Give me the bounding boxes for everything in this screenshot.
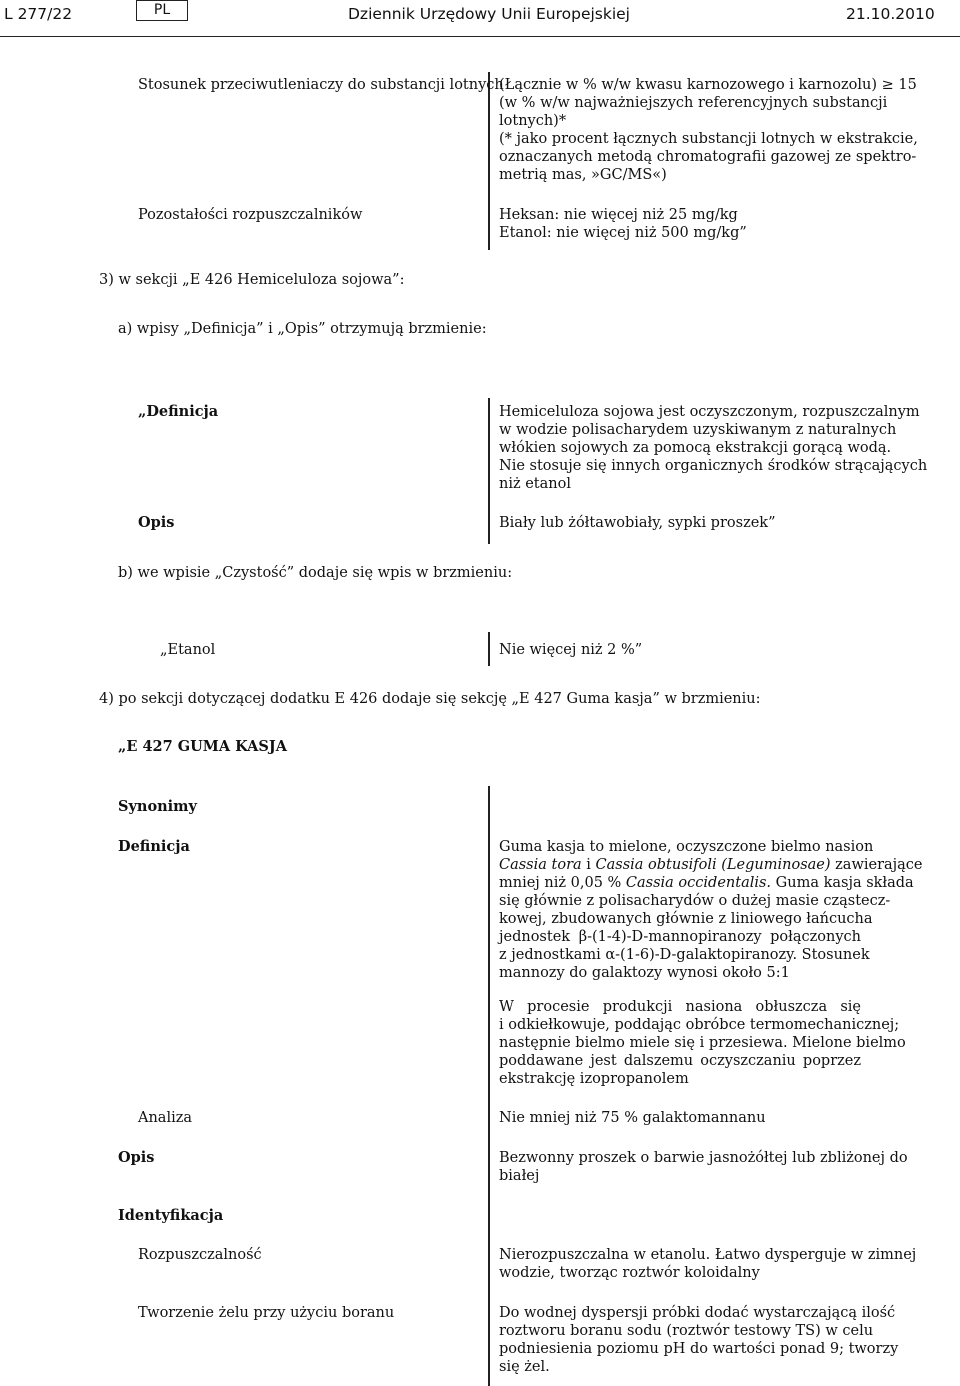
item-3: 3) w sekcji „E 426 Hemiceluloza sojowa”: — [99, 272, 405, 288]
text-line: następnie bielmo miele się i przesiewa. Mielone bielmo — [499, 1035, 906, 1051]
text-line: Nierozpuszczalna w etanolu. Łatwo dysperguje w zimnej — [499, 1247, 917, 1263]
text-line: z jednostkami α-(1-6)-D-galaktopiranozy. Stosunek — [499, 947, 870, 963]
text-line: kowej, zbudowanych głównie z liniowego łańcucha — [499, 911, 873, 927]
journal-title: Dziennik Urzędowy Unii Europejskiej — [348, 5, 630, 23]
text-line: Do wodnej dyspersji próbki dodać wystarczającą ilość — [499, 1305, 896, 1321]
text-line: W procesie produkcji nasiona obłuszcza się — [499, 999, 861, 1015]
label-identyfikacja: Identyfikacja — [118, 1207, 224, 1224]
label-rozpuszczalnosc: Rozpuszczalność — [138, 1247, 262, 1263]
label-synonimy: Synonimy — [118, 798, 197, 815]
value-zel-boran — [499, 1304, 899, 1376]
label-opis-2: Opis — [118, 1149, 155, 1166]
text-line: włókien sojowych za pomocą ekstrakcji gorącą wodą. — [499, 440, 892, 456]
label-solvent-residues: Pozostałości rozpuszczalników — [138, 207, 363, 223]
label-definicja-2: Definicja — [118, 838, 190, 855]
item-3b: b) we wpisie „Czystość” dodaje się wpis w brzmieniu: — [118, 565, 513, 581]
text-line: wodzie, tworząc roztwór koloidalny — [499, 1265, 760, 1281]
text-line: oznaczanych metodą chromatografii gazowej ze spektro- — [499, 149, 917, 165]
item-3a: a) wpisy „Definicja” i „Opis” otrzymują brzmienie: — [118, 321, 487, 337]
value-etanol: Nie więcej niż 2 %” — [499, 642, 643, 658]
value-definicja — [499, 403, 928, 493]
value-analiza: Nie mniej niż 75 % galaktomannanu — [499, 1110, 766, 1126]
table1-divider — [488, 72, 490, 250]
text-line: (w % w/w najważniejszych referencyjnych substancji — [499, 95, 888, 111]
text-line: się żel. — [499, 1359, 550, 1375]
text-line: mannozy do galaktozy wynosi około 5:1 — [499, 965, 790, 981]
value-definicja-2 — [499, 838, 923, 982]
text-line: się głównie z polisacharydów o dużej masie cząstecz- — [499, 893, 891, 909]
text-line: (Łącznie w % w/w kwasu karnozowego i karnozolu) ≥ 15 — [499, 77, 917, 93]
table3-divider — [488, 786, 490, 1386]
text-line: białej — [499, 1168, 540, 1184]
value-opis: Biały lub żółtawobiały, sypki proszek” — [499, 515, 776, 531]
text-line: (* jako procent łącznych substancji lotnych w ekstrakcie, — [499, 131, 918, 147]
language-badge: PL — [136, 0, 188, 21]
section-heading: „E 427 GUMA KASJA — [118, 738, 287, 755]
text-line: jednostek β-(1-4)-D-mannopiranozy połączonych — [499, 929, 861, 945]
publication-date: 21.10.2010 — [846, 5, 935, 23]
text-line: podniesienia poziomu pH do wartości ponad 9; tworzy — [499, 1341, 899, 1357]
text-line: niż etanol — [499, 476, 571, 492]
text-line: Etanol: nie więcej niż 500 mg/kg” — [499, 225, 747, 241]
text-line: roztworu boranu sodu (roztwór testowy TS) w celu — [499, 1323, 874, 1339]
header-rule — [0, 36, 960, 37]
value-opis-2 — [499, 1149, 908, 1185]
text-line: poddawane jest dalszemu oczyszczaniu poprzez — [499, 1053, 861, 1069]
item-4: 4) po sekcji dotyczącej dodatku E 426 dodaje się sekcję „E 427 Guma kasja” w brzmieniu: — [99, 691, 761, 707]
label-opis: Opis — [138, 514, 175, 531]
text-line: i odkiełkowuje, poddając obróbce termomechanicznej; — [499, 1017, 900, 1033]
value-antioxidant-ratio — [499, 76, 918, 184]
text-line: mniej niż 0,05 % Cassia occidentalis. Guma kasja składa — [499, 875, 914, 891]
text-line: lotnych)* — [499, 113, 567, 129]
label-antioxidant-ratio: Stosunek przeciwutleniaczy do substancji lotnych — [138, 77, 504, 93]
text-line: metrią mas, »GC/MS«) — [499, 167, 667, 183]
text-line: w wodzie polisacharydem uzyskiwanym z naturalnych — [499, 422, 897, 438]
text-line: Cassia tora i Cassia obtusifoli (Leguminosae) zawierające — [499, 857, 923, 873]
text-line: Guma kasja to mielone, oczyszczone bielmo nasion — [499, 839, 874, 855]
page-reference: L 277/22 — [4, 5, 73, 23]
value-definicja-process — [499, 998, 906, 1088]
label-analiza: Analiza — [138, 1110, 193, 1126]
table-etanol-divider — [488, 632, 490, 666]
text-line: Heksan: nie więcej niż 25 mg/kg — [499, 207, 738, 223]
label-etanol: „Etanol — [160, 642, 216, 658]
text-line: Hemiceluloza sojowa jest oczyszczonym, rozpuszczalnym — [499, 404, 920, 420]
label-zel-boran: Tworzenie żelu przy użyciu boranu — [138, 1305, 395, 1321]
text-line: Nie stosuje się innych organicznych środków strącających — [499, 458, 928, 474]
text-line: Bezwonny proszek o barwie jasnożółtej lub zbliżonej do — [499, 1150, 908, 1166]
value-solvent-residues — [499, 206, 747, 242]
text-line: ekstrakcję izopropanolem — [499, 1071, 689, 1087]
value-rozpuszczalnosc — [499, 1246, 916, 1282]
table2-divider — [488, 398, 490, 544]
label-definicja: „Definicja — [138, 403, 219, 420]
